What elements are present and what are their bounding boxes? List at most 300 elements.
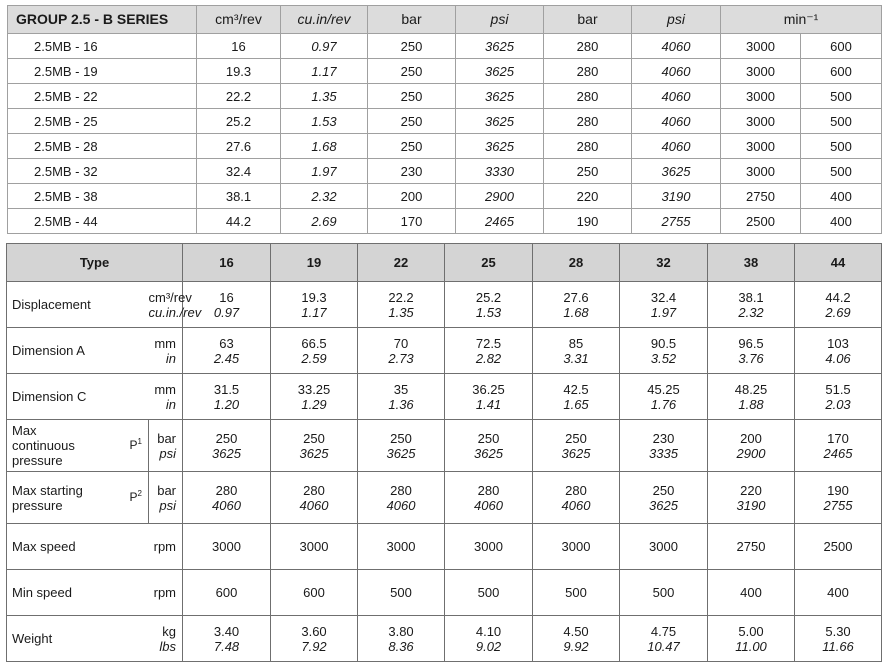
value-cell — [533, 374, 620, 420]
value-primary: 400 — [740, 585, 762, 600]
value-secondary: 11.00 — [735, 638, 767, 654]
rpm-max-cell: 3000 — [721, 109, 801, 134]
value-cell — [620, 420, 708, 472]
value-secondary: 2.59 — [301, 350, 327, 366]
value-cell — [358, 374, 445, 420]
value-cell — [183, 472, 271, 524]
unit-cell — [149, 524, 183, 570]
value-cell — [445, 282, 533, 328]
value-cell — [620, 616, 708, 662]
rpm-min-cell: 600 — [801, 34, 882, 59]
series-row — [8, 159, 882, 184]
value-secondary: 1.88 — [738, 396, 764, 412]
row-label: Max speed — [7, 524, 149, 570]
value-secondary: 3625 — [386, 445, 416, 461]
value-primary: 190 — [827, 482, 849, 498]
cm3-cell: 32.4 — [197, 159, 281, 184]
value-secondary: 4060 — [299, 497, 329, 513]
value-cell — [358, 420, 445, 472]
psi2-cell: 4060 — [632, 84, 721, 109]
value-primary: 22.2 — [388, 289, 414, 305]
value-primary: 96.5 — [738, 335, 764, 351]
value-primary: 38.1 — [738, 289, 764, 305]
value-secondary: 2755 — [823, 497, 853, 513]
value-primary: 3.40 — [213, 623, 240, 639]
series-row — [8, 84, 882, 109]
value-primary: 250 — [303, 430, 325, 446]
value-primary: 280 — [390, 482, 412, 498]
value-secondary: 10.47 — [647, 638, 680, 654]
unit-header-speed: min⁻¹ — [721, 6, 882, 34]
bar2-cell: 280 — [544, 34, 632, 59]
value-secondary: 4060 — [474, 497, 503, 513]
cuin-cell: 2.69 — [281, 209, 368, 234]
value-cell — [271, 472, 358, 524]
value-cell — [708, 616, 795, 662]
bar1-cell: 250 — [368, 134, 456, 159]
value-secondary: 3625 — [212, 445, 241, 461]
value-primary: 2750 — [736, 539, 766, 554]
bar2-cell: 220 — [544, 184, 632, 209]
value-primary: 33.25 — [297, 381, 331, 397]
value-secondary: 4060 — [212, 497, 241, 513]
cuin-cell: 1.35 — [281, 84, 368, 109]
value-cell — [620, 570, 708, 616]
cuin-cell: 1.97 — [281, 159, 368, 184]
bar1-cell: 170 — [368, 209, 456, 234]
psi2-cell: 3190 — [632, 184, 721, 209]
unit-cell — [149, 374, 183, 420]
bar2-cell: 190 — [544, 209, 632, 234]
value-secondary: 2900 — [736, 445, 766, 461]
value-primary: 5.30 — [825, 623, 851, 639]
value-cell — [533, 570, 620, 616]
pressure-note-letter: P — [129, 438, 138, 452]
value-secondary: 4060 — [561, 497, 591, 513]
value-primary: 35 — [393, 381, 409, 397]
psi1-cell: 2900 — [456, 184, 544, 209]
spec-table — [6, 243, 882, 662]
unit-cell — [149, 616, 183, 662]
value-secondary: 1.29 — [301, 396, 327, 412]
psi2-cell: 3625 — [632, 159, 721, 184]
value-secondary: 3625 — [561, 445, 591, 461]
cm3-cell: 16 — [197, 34, 281, 59]
value-primary: 3000 — [299, 539, 329, 554]
value-cell — [271, 374, 358, 420]
value-secondary: 2.32 — [738, 304, 764, 320]
value-cell — [358, 570, 445, 616]
value-cell — [271, 420, 358, 472]
unit-primary: mm — [154, 381, 177, 397]
value-primary: 4.50 — [563, 623, 589, 639]
value-secondary: 1.36 — [388, 396, 414, 412]
value-primary: 400 — [827, 585, 849, 600]
psi2-cell: 4060 — [632, 34, 721, 59]
value-secondary: 8.36 — [388, 638, 414, 654]
rpm-max-cell: 3000 — [721, 34, 801, 59]
value-primary: 600 — [215, 585, 238, 600]
rpm-min-cell: 400 — [801, 184, 882, 209]
value-primary: 72.5 — [475, 335, 502, 351]
value-cell — [533, 616, 620, 662]
value-primary: 500 — [652, 585, 675, 600]
psi1-cell: 2465 — [456, 209, 544, 234]
value-cell — [183, 420, 271, 472]
value-primary: 220 — [740, 482, 762, 498]
value-secondary: 9.02 — [475, 638, 502, 654]
spec-row — [7, 328, 882, 374]
series-row — [8, 209, 882, 234]
unit-cell — [149, 570, 183, 616]
value-primary: 4.10 — [475, 623, 502, 639]
value-primary: 3.80 — [388, 623, 414, 639]
type-header-cell: 22 — [358, 244, 445, 282]
series-row — [8, 184, 882, 209]
value-secondary: 9.92 — [563, 638, 589, 654]
value-cell — [445, 570, 533, 616]
group-title: GROUP 2.5 - B SERIES — [8, 6, 197, 34]
spec-row — [7, 570, 882, 616]
cuin-cell: 2.32 — [281, 184, 368, 209]
spec-row — [7, 420, 882, 472]
cuin-cell: 1.53 — [281, 109, 368, 134]
rpm-min-cell: 500 — [801, 134, 882, 159]
rpm-min-cell: 400 — [801, 209, 882, 234]
value-cell — [795, 374, 882, 420]
type-header-cell: 32 — [620, 244, 708, 282]
spec-row — [7, 472, 882, 524]
value-secondary: 1.41 — [475, 396, 502, 412]
value-primary: 3000 — [561, 539, 591, 554]
value-secondary: 1.53 — [475, 304, 502, 320]
row-label-line: pressure — [12, 453, 63, 468]
value-cell — [620, 524, 708, 570]
value-primary: 16 — [219, 289, 234, 305]
series-row — [8, 34, 882, 59]
series-row — [8, 109, 882, 134]
unit-primary: bar — [157, 482, 177, 498]
bar2-cell: 280 — [544, 84, 632, 109]
value-cell — [183, 524, 271, 570]
model-cell: 2.5MB - 38 — [8, 184, 197, 209]
model-cell: 2.5MB - 19 — [8, 59, 197, 84]
value-secondary: 3.76 — [738, 350, 764, 366]
value-primary: 51.5 — [825, 381, 851, 397]
value-secondary: 11.66 — [822, 638, 854, 654]
value-cell — [358, 282, 445, 328]
value-secondary: 2.73 — [388, 350, 414, 366]
value-primary: 230 — [652, 430, 675, 446]
type-header: Type — [7, 244, 183, 282]
value-cell — [445, 616, 533, 662]
value-cell — [708, 282, 795, 328]
type-header-cell: 25 — [445, 244, 533, 282]
psi1-cell: 3625 — [456, 59, 544, 84]
unit-secondary: psi — [159, 497, 177, 513]
value-primary: 3.60 — [301, 623, 327, 639]
type-header-cell: 44 — [795, 244, 882, 282]
spec-header-row — [7, 244, 882, 282]
value-primary: 63 — [219, 335, 234, 351]
value-primary: 19.3 — [301, 289, 327, 305]
bar1-cell: 250 — [368, 109, 456, 134]
value-secondary: 3335 — [649, 445, 678, 461]
value-secondary: 1.35 — [388, 304, 414, 320]
row-label-line: continuous — [12, 438, 75, 453]
value-primary: 500 — [390, 585, 412, 600]
value-secondary: 4060 — [386, 497, 416, 513]
pressure-note — [103, 472, 149, 524]
value-primary: 500 — [477, 585, 500, 600]
psi2-cell: 4060 — [632, 109, 721, 134]
value-cell — [708, 374, 795, 420]
unit-cell — [149, 472, 183, 524]
row-label — [7, 420, 103, 472]
value-cell — [358, 524, 445, 570]
unit-secondary: in — [165, 396, 177, 412]
cm3-cell: 19.3 — [197, 59, 281, 84]
unit-secondary: cu.in./rev — [148, 304, 202, 320]
value-primary: 45.25 — [647, 381, 680, 397]
bar1-cell: 250 — [368, 59, 456, 84]
row-label-line: Max — [12, 423, 37, 438]
bar1-cell: 230 — [368, 159, 456, 184]
value-cell — [358, 616, 445, 662]
row-label: Min speed — [7, 570, 149, 616]
value-primary: 48.25 — [734, 381, 768, 397]
value-primary: 250 — [652, 482, 675, 498]
row-label: Weight — [7, 616, 149, 662]
value-cell — [708, 472, 795, 524]
bar2-cell: 280 — [544, 134, 632, 159]
value-cell — [795, 524, 882, 570]
value-cell — [445, 472, 533, 524]
value-primary: 90.5 — [650, 335, 677, 351]
value-cell — [795, 328, 882, 374]
bar1-cell: 250 — [368, 34, 456, 59]
value-cell — [795, 472, 882, 524]
value-cell — [271, 328, 358, 374]
value-cell — [533, 472, 620, 524]
bar2-cell: 250 — [544, 159, 632, 184]
cm3-cell: 27.6 — [197, 134, 281, 159]
value-primary: 200 — [740, 430, 762, 446]
value-primary: 25.2 — [475, 289, 502, 305]
spec-row — [7, 616, 882, 662]
rpm-max-cell: 2750 — [721, 184, 801, 209]
spec-row — [7, 282, 882, 328]
value-secondary: 3.52 — [650, 350, 677, 366]
series-row — [8, 134, 882, 159]
value-primary: 280 — [303, 482, 325, 498]
unit-secondary: in — [165, 350, 177, 366]
value-primary: 3000 — [649, 539, 678, 554]
value-primary: 3000 — [386, 539, 416, 554]
rpm-max-cell: 2500 — [721, 209, 801, 234]
unit-primary: mm — [154, 335, 177, 351]
model-cell: 2.5MB - 25 — [8, 109, 197, 134]
cm3-cell: 44.2 — [197, 209, 281, 234]
value-cell — [708, 328, 795, 374]
bar1-cell: 250 — [368, 84, 456, 109]
psi2-cell: 4060 — [632, 134, 721, 159]
unit-cell — [149, 328, 183, 374]
unit-secondary: psi — [159, 445, 177, 461]
rpm-min-cell: 500 — [801, 84, 882, 109]
bar2-cell: 280 — [544, 109, 632, 134]
value-secondary: 4.06 — [825, 350, 851, 366]
value-secondary: 1.68 — [563, 304, 589, 320]
row-label: Displacement — [7, 282, 149, 328]
value-secondary: 2.03 — [825, 396, 851, 412]
value-primary: 280 — [215, 482, 238, 498]
value-secondary: 2.82 — [475, 350, 502, 366]
value-cell — [183, 328, 271, 374]
row-label-line: Max starting — [12, 482, 83, 498]
unit-secondary: lbs — [159, 638, 177, 654]
unit-primary: rpm — [153, 585, 177, 600]
psi2-cell: 2755 — [632, 209, 721, 234]
value-cell — [620, 374, 708, 420]
unit-header-cm3: cm³/rev — [197, 6, 281, 34]
value-cell — [445, 524, 533, 570]
value-primary: 66.5 — [301, 335, 327, 351]
value-cell — [708, 570, 795, 616]
value-secondary: 2.45 — [213, 350, 240, 366]
value-cell — [271, 282, 358, 328]
value-primary: 280 — [477, 482, 500, 498]
value-secondary: 7.48 — [213, 638, 240, 654]
value-primary: 250 — [477, 430, 500, 446]
value-cell — [445, 420, 533, 472]
value-secondary: 3625 — [299, 445, 329, 461]
value-cell — [620, 282, 708, 328]
value-primary: 31.5 — [213, 381, 240, 397]
value-primary: 85 — [568, 335, 584, 351]
cm3-cell: 38.1 — [197, 184, 281, 209]
unit-cell — [149, 420, 183, 472]
value-secondary: 1.17 — [301, 304, 327, 320]
unit-primary: rpm — [153, 539, 177, 554]
value-cell — [795, 616, 882, 662]
value-primary: 32.4 — [650, 289, 677, 305]
value-primary: 250 — [390, 430, 412, 446]
value-primary: 600 — [303, 585, 325, 600]
series-row — [8, 59, 882, 84]
rpm-max-cell: 3000 — [721, 59, 801, 84]
value-secondary: 1.76 — [650, 396, 677, 412]
value-secondary: 7.92 — [301, 638, 327, 654]
model-cell: 2.5MB - 32 — [8, 159, 197, 184]
unit-primary: cm³/rev — [148, 289, 192, 305]
value-cell — [795, 282, 882, 328]
cuin-cell: 1.68 — [281, 134, 368, 159]
value-secondary: 2.69 — [825, 304, 851, 320]
unit-cell — [148, 282, 202, 328]
psi2-cell: 4060 — [632, 59, 721, 84]
pressure-note — [103, 420, 149, 472]
value-cell — [708, 420, 795, 472]
value-primary: 3000 — [212, 539, 241, 554]
psi1-cell: 3330 — [456, 159, 544, 184]
value-cell — [271, 570, 358, 616]
value-primary: 250 — [565, 430, 587, 446]
value-secondary: 3190 — [736, 497, 766, 513]
value-cell — [271, 616, 358, 662]
model-cell: 2.5MB - 22 — [8, 84, 197, 109]
cuin-cell: 1.17 — [281, 59, 368, 84]
cuin-cell: 0.97 — [281, 34, 368, 59]
pressure-note-letter: P — [129, 490, 138, 504]
value-primary: 36.25 — [472, 381, 505, 397]
value-primary: 4.75 — [650, 623, 677, 639]
value-cell — [533, 524, 620, 570]
value-primary: 70 — [393, 335, 409, 351]
unit-header-bar-continuous: bar — [368, 6, 456, 34]
psi1-cell: 3625 — [456, 84, 544, 109]
value-cell — [183, 616, 271, 662]
value-cell — [358, 328, 445, 374]
spec-row — [7, 374, 882, 420]
type-header-cell: 19 — [271, 244, 358, 282]
rpm-max-cell: 3000 — [721, 159, 801, 184]
psi1-cell: 3625 — [456, 34, 544, 59]
model-cell: 2.5MB - 16 — [8, 34, 197, 59]
value-primary: 103 — [827, 335, 849, 351]
value-secondary: 3625 — [474, 445, 503, 461]
value-primary: 42.5 — [563, 381, 589, 397]
value-cell — [620, 328, 708, 374]
rpm-max-cell: 3000 — [721, 134, 801, 159]
row-label: Dimension A — [7, 328, 149, 374]
pressure-note-index: 2 — [137, 489, 142, 498]
type-header-cell: 38 — [708, 244, 795, 282]
value-cell — [795, 420, 882, 472]
unit-header-bar-starting: bar — [544, 6, 632, 34]
pressure-note-index: 1 — [137, 437, 142, 446]
value-primary: 3000 — [474, 539, 503, 554]
value-secondary: 0.97 — [213, 304, 240, 320]
value-primary: 5.00 — [738, 623, 764, 639]
value-primary: 280 — [565, 482, 587, 498]
value-cell — [708, 524, 795, 570]
value-cell — [533, 420, 620, 472]
value-secondary: 1.65 — [563, 396, 589, 412]
value-cell — [795, 570, 882, 616]
bar2-cell: 280 — [544, 59, 632, 84]
rpm-min-cell: 500 — [801, 109, 882, 134]
value-secondary: 1.97 — [650, 304, 677, 320]
value-cell — [183, 374, 271, 420]
unit-primary: bar — [157, 430, 177, 446]
value-primary: 44.2 — [825, 289, 851, 305]
rpm-min-cell: 600 — [801, 59, 882, 84]
value-cell — [271, 524, 358, 570]
row-label-line: pressure — [12, 497, 63, 513]
bar1-cell: 200 — [368, 184, 456, 209]
row-label: Dimension C — [7, 374, 149, 420]
spec-row — [7, 524, 882, 570]
model-cell: 2.5MB - 44 — [8, 209, 197, 234]
psi1-cell: 3625 — [456, 109, 544, 134]
unit-primary: kg — [162, 623, 177, 639]
value-primary: 27.6 — [563, 289, 589, 305]
value-primary: 250 — [215, 430, 238, 446]
cm3-cell: 25.2 — [197, 109, 281, 134]
unit-header-psi-starting: psi — [632, 6, 721, 34]
row-label — [7, 472, 103, 524]
